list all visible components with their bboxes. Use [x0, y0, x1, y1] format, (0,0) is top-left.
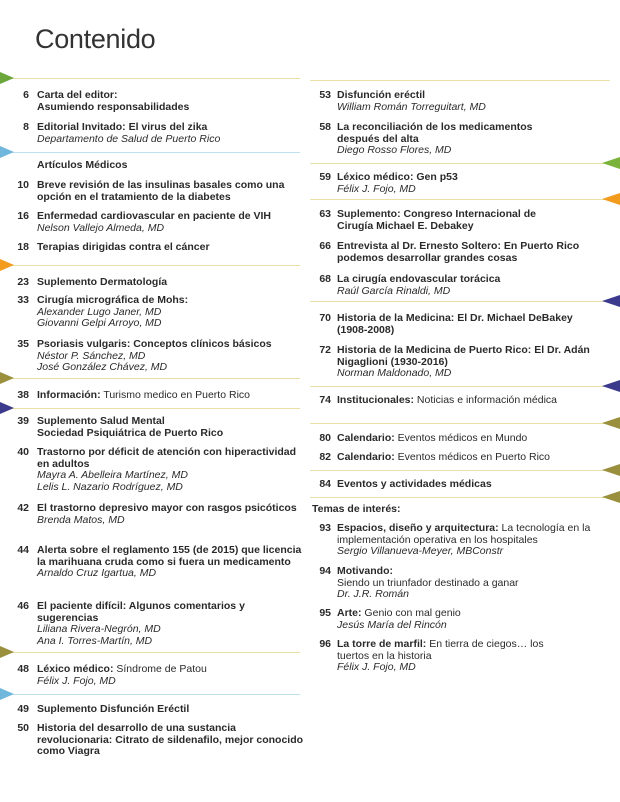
entry-author: Lelis L. Nazario Rodríguez, MD	[37, 480, 183, 493]
entry-author: Néstor P. Sánchez, MD	[37, 349, 146, 362]
toc-entry[interactable]	[0, 277, 305, 289]
toc-entry[interactable]	[0, 545, 305, 580]
toc-entry[interactable]	[310, 274, 620, 297]
entry-author: José González Chávez, MD	[37, 361, 168, 373]
entry-title: Disfunción eréctil	[337, 89, 426, 101]
page-number: 23	[17, 276, 29, 288]
page-number: 42	[17, 502, 29, 514]
page-number: 50	[17, 722, 29, 734]
page-number: 16	[17, 210, 29, 222]
separator	[310, 163, 610, 164]
page-number: 48	[17, 663, 29, 675]
page-number: 38	[17, 389, 29, 401]
entry-title: Editorial Invitado: El virus del zika	[37, 121, 208, 133]
entry-author: Brenda Matos, MD	[37, 513, 125, 526]
separator	[310, 386, 610, 387]
page-number: 95	[319, 607, 331, 619]
toc-entry[interactable]	[310, 452, 620, 464]
entry-subtitle: Sociedad Psiquiátrica de Puerto Rico	[37, 426, 224, 439]
entry-author: William Román Torreguitart, MD	[337, 100, 486, 113]
section-flag-olive	[602, 417, 620, 429]
separator	[0, 694, 300, 695]
page-number: 35	[17, 338, 29, 350]
section-flag-green	[0, 72, 14, 84]
entry-author: Félix J. Fojo, MD	[37, 674, 116, 687]
entry-title-rest: Turismo medico en Puerto Rico	[100, 389, 250, 401]
entry-author: Norman Maldonado, MD	[337, 367, 452, 379]
toc-entry[interactable]	[0, 723, 305, 758]
separator	[310, 301, 610, 302]
entry-title: Suplemento Dermatología	[37, 276, 168, 288]
page-number: 70	[319, 312, 331, 324]
entry-title: La cirugía endovascular torácica	[337, 273, 501, 285]
entry-title: Historia de la Medicina: El Dr. Michael DeBakey (1908-2008)	[337, 312, 573, 336]
toc-entry[interactable]	[310, 172, 620, 195]
separator	[0, 408, 300, 409]
entry-title: Espacios, diseño y arquitectura:	[337, 522, 499, 534]
entry-author: Ana I. Torres-Martín, MD	[37, 634, 153, 647]
entry-author: Departamento de Salud de Puerto Rico	[37, 132, 221, 145]
toc-entry[interactable]	[0, 704, 305, 716]
entry-title: Carta del editor:	[37, 89, 118, 101]
toc-entry[interactable]	[310, 209, 620, 232]
entry-title: Información:	[37, 389, 101, 401]
toc-entry[interactable]	[0, 390, 305, 402]
page-number: 84	[319, 478, 331, 490]
page-number: 46	[17, 600, 29, 612]
page-number: 96	[319, 638, 331, 650]
entry-title-rest: En tierra de ciegos… los tuertos en la historia	[337, 638, 544, 662]
entry-author: Arnaldo Cruz Igartua, MD	[37, 567, 157, 579]
toc-entry[interactable]	[310, 523, 620, 558]
page-number: 74	[319, 394, 331, 406]
entry-title-rest: Eventos médicos en Puerto Rico	[394, 451, 551, 463]
entry-author: Alexander Lugo Janer, MD	[37, 305, 162, 318]
toc-entry[interactable]	[0, 601, 305, 647]
toc-entry[interactable]	[310, 241, 620, 264]
entry-title: Suplemento: Congreso Internacional de Cirugía Michael E. Debakey	[337, 208, 536, 232]
toc-entry[interactable]	[0, 416, 305, 439]
entry-title: Calendario:	[337, 451, 395, 463]
page-number: 6	[23, 89, 29, 101]
entry-title: Breve revisión de las insulinas basales como una opción en el tratamiento de la diabetes	[37, 179, 285, 203]
entry-title-rest: Siendo un triunfador destinado a ganar	[337, 576, 519, 589]
entry-title: Terapias dirigidas contra el cáncer	[37, 241, 210, 253]
section-flag-green	[602, 157, 620, 169]
entry-author: Dr. J.R. Román	[337, 588, 409, 600]
entry-title: Léxico médico:	[37, 663, 114, 675]
toc-entry[interactable]	[310, 566, 620, 601]
entry-title: La reconciliación de los medicamentos después del alta	[337, 121, 533, 145]
entry-title: Suplemento Salud Mental	[37, 415, 165, 427]
page-number: 93	[319, 522, 331, 534]
page-number: 72	[319, 344, 331, 356]
separator	[310, 423, 610, 424]
entry-title: Calendario:	[337, 432, 395, 444]
toc-entry[interactable]	[0, 503, 305, 526]
entry-author: Giovanni Gelpi Arroyo, MD	[37, 317, 162, 329]
section-flag-olive	[602, 464, 620, 476]
entry-title: El trastorno depresivo mayor con rasgos psicóticos	[37, 502, 297, 514]
toc-entry[interactable]	[0, 242, 305, 254]
entry-title: Entrevista al Dr. Ernesto Soltero: En Puerto Rico podemos desarrollar grandes cosas	[337, 240, 580, 264]
entry-author: Diego Rosso Flores, MD	[337, 144, 452, 156]
section-flag-blue	[0, 146, 14, 158]
toc-entry[interactable]	[310, 479, 620, 491]
toc-entry[interactable]	[310, 639, 620, 674]
page-number: 40	[17, 446, 29, 458]
separator	[0, 652, 300, 653]
page-number: 39	[17, 415, 29, 427]
entry-title: Alerta sobre el reglamento 155 (de 2015) que licencia la marihuana cruda como si fuera un medicamento	[37, 544, 302, 568]
toc-entry[interactable]	[310, 395, 620, 407]
entry-author: Félix J. Fojo, MD	[337, 661, 416, 673]
entry-title-rest: Síndrome de Patou	[113, 663, 207, 675]
entry-title-rest: Noticias e información médica	[414, 394, 557, 406]
separator	[310, 497, 610, 498]
section-header: Artículos Médicos	[37, 159, 128, 171]
section-flag-blue	[0, 688, 14, 700]
page-number: 49	[17, 703, 29, 715]
entry-author: Jesús María del Rincón	[337, 618, 447, 631]
page-number: 66	[319, 240, 331, 252]
entry-title: Cirugía micrográfica de Mohs:	[37, 294, 189, 306]
page-number: 8	[23, 121, 29, 133]
separator	[0, 78, 300, 79]
page-number: 33	[17, 294, 29, 306]
separator	[0, 152, 300, 153]
page-number: 58	[319, 121, 331, 133]
toc-entry[interactable]	[0, 90, 305, 113]
entry-title: Trastorno por déficit de atención con hiperactividad en adultos	[37, 446, 297, 470]
toc-entry[interactable]	[0, 295, 305, 330]
toc-entry[interactable]	[310, 313, 620, 336]
page-number: 10	[17, 179, 29, 191]
entry-title: Motivando:	[337, 565, 393, 577]
toc-entry[interactable]	[0, 447, 305, 493]
section-flag-orange	[0, 259, 14, 271]
toc-entry[interactable]	[0, 211, 305, 234]
page-number: 68	[319, 273, 331, 285]
entry-author: Sergio Villanueva-Meyer, MBConstr	[337, 545, 504, 557]
entry-title: Léxico médico: Gen p53	[337, 171, 458, 183]
separator	[310, 470, 610, 471]
separator	[310, 80, 610, 81]
entry-author: Nelson Vallejo Almeda, MD	[37, 221, 165, 234]
toc-entry[interactable]	[310, 90, 620, 113]
entry-author: Mayra A. Abelleira Martínez, MD	[37, 469, 188, 481]
section-flag-navy	[602, 295, 620, 307]
entry-title: Historia del desarrollo de una sustancia revolucionaria: Citrato de sildenafilo, mejor conocido como Viagra	[37, 722, 304, 757]
entry-title-rest: La tecnología en la implementación operativa en los hospitales	[337, 522, 591, 546]
entry-title: Historia de la Medicina de Puerto Rico: El Dr. Adán Nigaglioni (1930-2016)	[337, 344, 590, 368]
page-number: 59	[319, 171, 331, 183]
toc-entry[interactable]	[310, 122, 620, 157]
page-number: 63	[319, 208, 331, 220]
toc-entry[interactable]	[310, 608, 620, 631]
separator	[310, 199, 610, 200]
entry-title: Arte:	[337, 607, 362, 619]
entry-subtitle: Asumiendo responsabilidades	[37, 100, 190, 113]
toc-entry[interactable]	[310, 345, 620, 380]
page-number: 94	[319, 565, 331, 577]
page-number: 18	[17, 241, 29, 253]
section-header: Temas de interés:	[312, 503, 401, 515]
entry-title: La torre de marfil:	[337, 638, 427, 650]
entry-title: Suplemento Disfunción Eréctil	[37, 703, 190, 715]
section-flag-navy	[0, 402, 14, 414]
entry-title: Eventos y actividades médicas	[337, 478, 492, 490]
entry-title: Enfermedad cardiovascular en paciente de VIH	[37, 210, 272, 222]
entry-title: El paciente difícil: Algunos comentarios y sugerencias	[37, 600, 245, 624]
section-flag-navy	[602, 380, 620, 392]
entry-title: Institucionales:	[337, 394, 415, 406]
toc-entry[interactable]	[0, 122, 305, 145]
toc-entry[interactable]	[310, 433, 620, 445]
page-number: 53	[319, 89, 331, 101]
section-flag-orange	[602, 193, 620, 205]
section-flag-olive	[0, 646, 14, 658]
toc-entry[interactable]	[0, 180, 305, 203]
separator	[0, 265, 300, 266]
entry-title: Psoriasis vulgaris: Conceptos clínicos básicos	[37, 338, 272, 350]
page-title: Contenido	[35, 24, 156, 54]
toc-entry[interactable]	[0, 339, 305, 374]
entry-author: Félix J. Fojo, MD	[337, 182, 416, 195]
page-number: 44	[17, 544, 29, 556]
section-flag-olive	[0, 372, 14, 384]
page-number: 80	[319, 432, 331, 444]
entry-author: Liliana Rivera-Negrón, MD	[37, 623, 161, 635]
entry-author: Raúl García Rinaldi, MD	[337, 284, 451, 297]
entry-title-rest: Genio con mal genio	[361, 607, 461, 619]
entry-title-rest: Eventos médicos en Mundo	[394, 432, 528, 444]
separator	[0, 378, 300, 379]
toc-entry[interactable]	[0, 664, 305, 687]
page-number: 82	[319, 451, 331, 463]
section-flag-olive	[602, 491, 620, 503]
